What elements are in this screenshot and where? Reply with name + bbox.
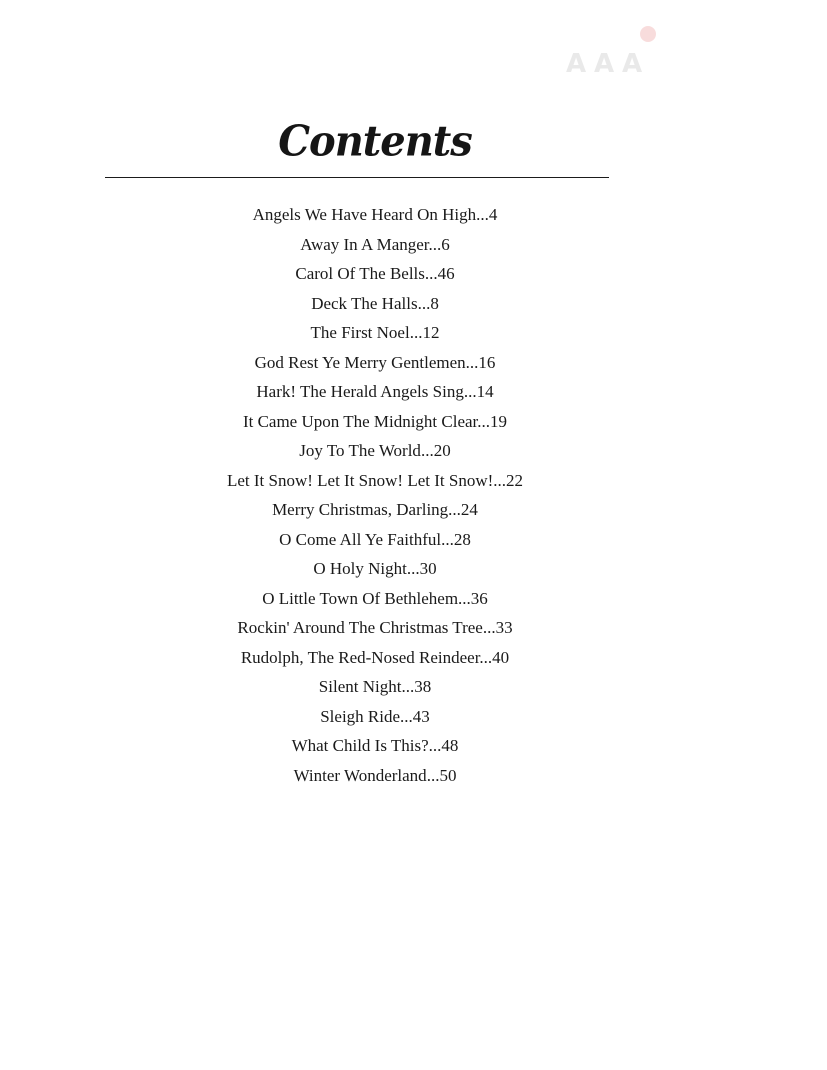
toc-entry[interactable]: [0, 200, 750, 230]
toc-entry-title: Away In A Manger: [300, 234, 429, 254]
toc-entry-separator: ...: [458, 588, 471, 608]
faint-logo-mark: [556, 22, 666, 82]
toc-entry-separator: ...: [406, 559, 420, 578]
toc-entry[interactable]: [0, 495, 750, 525]
toc-entry-page-number: 6: [441, 234, 450, 254]
toc-entry-page-number: 28: [453, 529, 471, 549]
title-divider: [105, 177, 609, 178]
toc-entry-separator: ...: [476, 205, 489, 224]
toc-entry[interactable]: [0, 230, 750, 260]
toc-entry-title: God Rest Ye Merry Gentlemen: [254, 352, 466, 372]
toc-entry-title: What Child Is This?: [291, 736, 429, 755]
toc-entry-page-number: 46: [437, 264, 455, 283]
toc-entry-page-number: 16: [478, 352, 496, 372]
toc-entry-page-number: 43: [412, 706, 430, 726]
toc-entry[interactable]: [0, 259, 750, 289]
toc-entry-title: Deck The Halls: [311, 293, 418, 313]
toc-entry-page-number: 48: [441, 736, 459, 755]
toc-entry-separator: ...: [420, 441, 434, 460]
toc-entry-separator: ...: [401, 677, 415, 696]
toc-entry[interactable]: [0, 731, 750, 761]
svg-text:A: A: [622, 49, 643, 79]
table-of-contents: [0, 200, 750, 790]
toc-entry-separator: ...: [463, 382, 477, 401]
toc-entry[interactable]: [0, 525, 750, 555]
toc-entry[interactable]: [0, 466, 750, 496]
toc-entry[interactable]: [0, 436, 750, 466]
toc-entry-page-number: 33: [495, 618, 513, 637]
toc-entry-separator: ...: [448, 500, 461, 519]
toc-entry-page-number: 19: [490, 411, 508, 431]
toc-entry-separator: ...: [428, 234, 442, 254]
toc-entry[interactable]: [0, 702, 750, 732]
svg-text:A: A: [594, 49, 615, 79]
toc-entry-page-number: 4: [488, 205, 498, 224]
toc-entry-separator: ...: [477, 411, 491, 431]
toc-entry-separator: ...: [465, 352, 479, 372]
toc-entry-title: Rudolph, The Red-Nosed Reindeer: [240, 647, 480, 667]
toc-entry[interactable]: [0, 377, 750, 407]
toc-entry[interactable]: [0, 554, 750, 584]
toc-entry-separator: ...: [426, 765, 440, 785]
toc-entry-title: O Holy Night: [313, 559, 407, 578]
toc-entry-page-number: 50: [439, 765, 457, 785]
toc-entry-separator: ...: [493, 470, 507, 490]
toc-entry-separator: ...: [417, 293, 431, 313]
toc-entry-separator: ...: [428, 736, 442, 755]
toc-entry[interactable]: [0, 761, 750, 791]
toc-entry-separator: ...: [424, 264, 438, 283]
toc-entry-separator: ...: [409, 323, 423, 342]
toc-entry-title: Hark! The Herald Angels Sing: [256, 382, 464, 401]
svg-text:A: A: [566, 49, 587, 79]
toc-entry[interactable]: [0, 643, 750, 673]
toc-entry-title: Carol Of The Bells: [295, 264, 425, 283]
toc-entry-separator: ...: [441, 529, 454, 549]
toc-entry[interactable]: [0, 407, 750, 437]
toc-entry-page-number: 20: [433, 441, 451, 460]
toc-entry-title: Winter Wonderland: [293, 765, 427, 785]
toc-entry-title: Sleigh Ride: [320, 706, 401, 726]
toc-entry[interactable]: [0, 318, 750, 348]
toc-entry[interactable]: [0, 672, 750, 702]
toc-entry-page-number: 30: [419, 559, 437, 578]
toc-entry-separator: ...: [482, 618, 496, 637]
page-title: Contents: [278, 116, 472, 167]
toc-entry-page-number: 40: [492, 647, 510, 667]
toc-entry-title: Rockin' Around The Christmas Tree: [237, 618, 483, 637]
toc-entry[interactable]: [0, 289, 750, 319]
toc-entry-page-number: 12: [422, 323, 440, 342]
toc-entry-title: Merry Christmas, Darling: [272, 500, 449, 519]
toc-entry[interactable]: [0, 584, 750, 614]
toc-entry-title: O Little Town Of Bethlehem: [262, 588, 459, 608]
toc-entry-page-number: 24: [460, 500, 478, 519]
toc-entry-page-number: 8: [430, 293, 439, 313]
toc-entry-title: Silent Night: [318, 677, 402, 696]
toc-entry-title: Joy To The World: [299, 441, 421, 460]
toc-entry-title: The First Noel: [310, 323, 410, 342]
toc-entry-title: O Come All Ye Faithful: [279, 529, 442, 549]
toc-entry-title: Angels We Have Heard On High: [252, 205, 477, 224]
toc-entry-page-number: 38: [414, 677, 432, 696]
toc-entry[interactable]: [0, 348, 750, 378]
toc-entry-page-number: 36: [470, 588, 488, 608]
toc-entry-title: It Came Upon The Midnight Clear: [242, 411, 478, 431]
toc-entry-page-number: 14: [476, 382, 494, 401]
toc-entry-title: Let It Snow! Let It Snow! Let It Snow!: [226, 470, 494, 490]
toc-entry-page-number: 22: [506, 470, 524, 490]
toc-entry[interactable]: [0, 613, 750, 643]
toc-entry-separator: ...: [479, 647, 493, 667]
toc-entry-separator: ...: [400, 706, 413, 726]
